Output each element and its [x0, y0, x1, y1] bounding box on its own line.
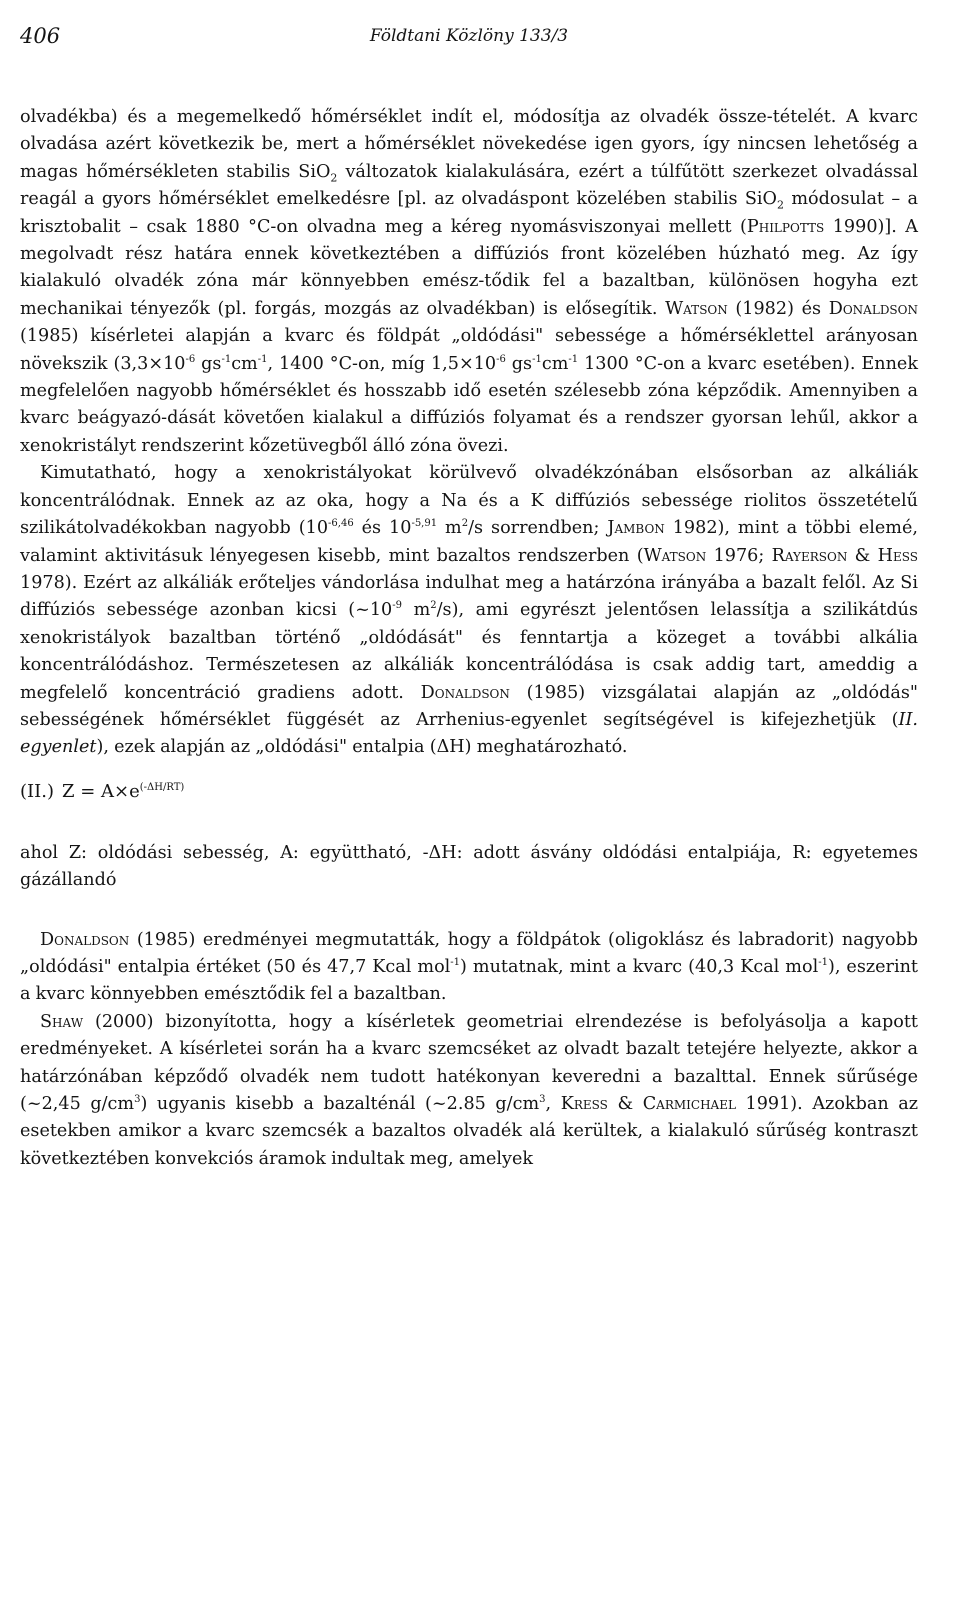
- author-name: Donaldson: [420, 682, 510, 703]
- author-name: Philpotts: [746, 216, 825, 237]
- author-name: Hess: [877, 545, 919, 566]
- paragraph-3: ahol Z: oldódási sebesség, A: együttható, -ΔH: adott ásvány oldódási entalpiája, R: egyetemes gázállandó: [20, 842, 918, 891]
- equation-body: Z = A×e: [62, 780, 140, 802]
- author-name: Donaldson: [40, 929, 130, 950]
- journal-title: Földtani Közlöny 133/3: [369, 26, 569, 46]
- equation-label: (II.): [20, 780, 54, 802]
- equation-exponent: (-ΔH/RT): [139, 781, 185, 793]
- author-name: Kress: [560, 1094, 608, 1114]
- author-name: Jambon: [607, 518, 665, 539]
- author-name: Watson: [665, 298, 728, 319]
- author-name: Carmichael: [642, 1094, 736, 1114]
- author-name: Shaw: [40, 1011, 84, 1032]
- document-page: [20, 16, 918, 1576]
- page-number: 406: [20, 24, 61, 48]
- author-name: Rayerson: [771, 545, 848, 566]
- paragraph-4: Donaldson (1985) eredményei megmutatták, hogy a földpátok (oligoklász és labradorit) nagyobb „oldódási" entalpia értéket (50 és 47,7 Kcal mol$^{-1}$) mutatnak, mint a kvarc (40,3 Kcal mol$^{-1}$), eszerint a kvarc könnyebben emésztődik fel a bazaltban.: [20, 929, 918, 1005]
- author-name: Donaldson: [828, 298, 918, 319]
- page-header: [20, 16, 918, 60]
- author-name: Watson: [643, 545, 707, 566]
- equation-ii: [20, 778, 918, 806]
- equation-reference: II. egyenlet: [20, 709, 918, 758]
- paragraph-2: Kimutatható, hogy a xenokristályokat körülvevő olvadékzónában elsősorban az alkáliák koncentrálódnak. Ennek az az oka, hogy a Na és a K diffúziós sebessége riolitos összetételű szilikátolvadékokban nagyobb ($10^{-6,46}$ és $10^{-5,91}$ $m^2/s$ sorrendben; Jambon 1982), mint a többi elemé, valamint aktivitásuk lényegesen kisebb, mint bazaltos rendszerben (Watson 1976; Rayerson & Hess 1978). Ezért az alkáliák erőteljes vándorlása indulhat meg a határzóna irányába a bazalt felől. Az Si diffúziós sebessége azonban kicsi ($\sim 10^{-9}$ $m^2/s$), ami egyrészt jelentősen lelassítja a szilikátdús xenokristályok bazaltban történő „oldódását" és fenntartja a közeget a további alkália koncentrálódáshoz. Természetesen az alkáliák koncentrálódása is csak addig tart, ameddig a megfelelő koncentráció gradiens adott. Donaldson (1985) vizsgálatai alapján az „oldódás" sebességének hőmérséklet függését az Arrhenius-egyenlet segítségével is kifejezhetjük (II. egyenlet), ezek alapján az „oldódási" entalpia (ΔH) meghatározható.: [20, 463, 919, 758]
- paragraph-1: olvadékba) és a megemelkedő hőmérséklet indít el, módosítja az olvadék össze-tételét. A kvarc olvadása azért következik be, mert a hőmérséklet növekedése igen gyors, így nincsen lehetőség a magas hőmérsékleten stabilis SiO$_2$ változatok kialakulására, ezért a túlfűtött szerkezet olvadással reagál a gyors hőmérséklet emelkedésre [pl. az olvadáspont közelében stabilis SiO$_2$ módosulat – a krisztobalit – csak 1880 °C-on olvadna meg a kéreg nyomásviszonyai mellett (Philpotts 1990)]. A megolvadt rész határa ennek következtében a diffúziós front közelében húzható meg. Az így kialakuló olvadék zóna már könnyebben emész-tődik fel a bazaltban, különösen hogyha ezt mechanikai tényezők (pl. forgás, mozgás az olvadékban) is elősegítik. Watson (1982) és Donaldson (1985) kísérletei alapján a kvarc és földpát „oldódási" sebessége a hőmérséklettel arányosan növekszik ($3,3\times 10^{-6}$ $gs^{-1}cm^{-1}$, 1400 °C-on, míg $1,5\times 10^{-6}$ $gs^{-1}cm^{-1}$ 1300 °C-on a kvarc esetében). Ennek megfelelően nagyobb hőmérséklet és hosszabb idő esetén szélesebb zóna képződik. Amennyiben a kvarc beágyazó-dását követően kialakul a diffúziós folyamat és a rendszer gyorsan lehűl, akkor a xenokristályt rendszerint kőzetüvegből álló zóna övezi.: [20, 107, 918, 456]
- paragraph-5: Shaw (2000) bizonyította, hogy a kísérletek geometriai elrendezése is befolyásolja a kapott eredményeket. A kísérletei során ha a kvarc szemcséket az olvadt bazalt tetejére helyezte, akkor a határzónában képződő olvadék nem tudott hatékonyan keveredni a bazalttal. Ennek sűrűsége (~2,45 $g/cm^3$) ugyanis kisebb a bazalténál (~2.85 $g/cm^3$, Kress & Carmichael 1991). Azokban az esetekben amikor a kvarc szemcsék a bazaltos olvadék alá kerültek, a kialakuló sűrűség kontraszt következtében konvekciós áramok indultak meg, amelyek: [20, 1011, 919, 1169]
